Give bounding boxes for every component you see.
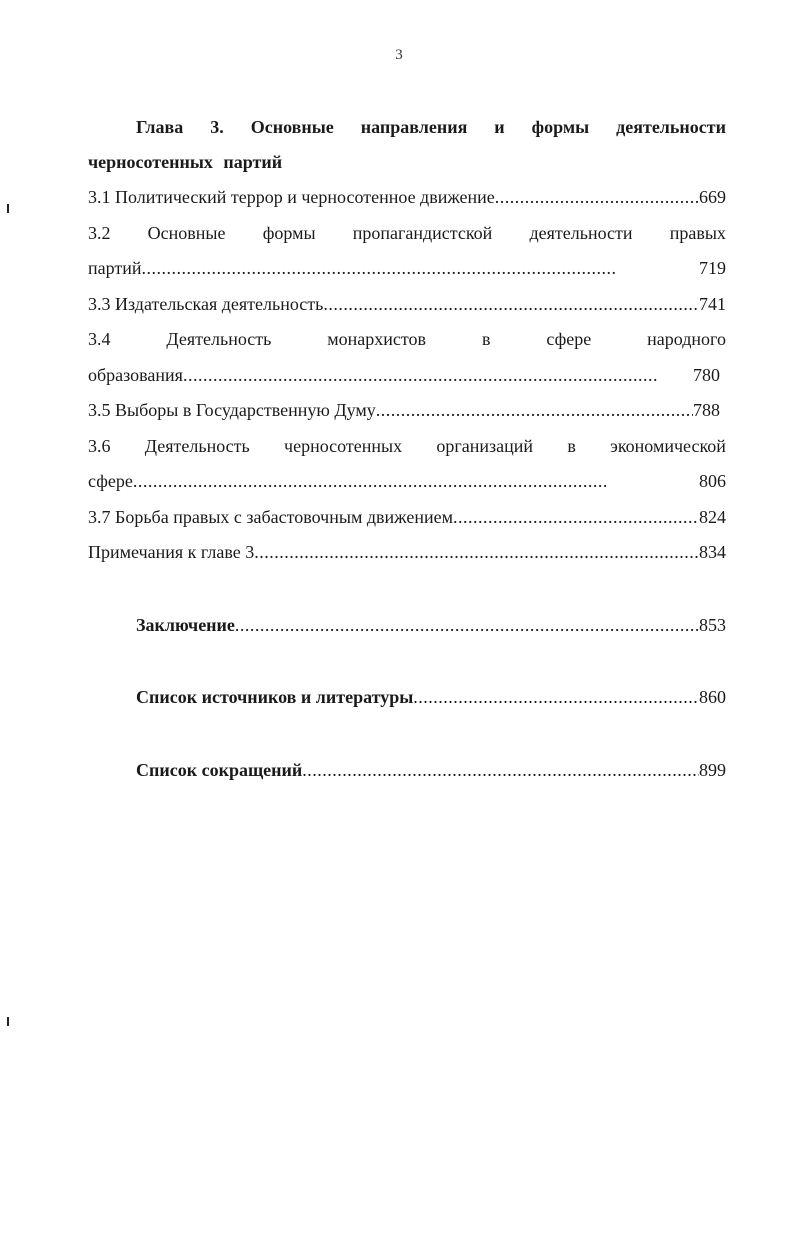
toc-entry-label: 3.5 Выборы в Государственную Думу xyxy=(88,400,376,420)
word: деятельности xyxy=(529,222,633,243)
page-number: 3 xyxy=(395,47,403,63)
toc-entry-label: 3.1 Политический террор и черносотенное движение xyxy=(88,187,495,207)
dot-leader xyxy=(254,535,699,571)
toc-entry-abbreviations[interactable] xyxy=(88,753,726,789)
toc-entry[interactable] xyxy=(88,393,726,429)
dot-leader xyxy=(453,500,699,536)
word: Деятельность xyxy=(166,329,272,349)
dot-leader xyxy=(323,287,699,323)
toc-entry-label: сфере xyxy=(88,471,133,491)
toc-entry-page: 788 xyxy=(693,400,720,420)
toc-entry[interactable] xyxy=(88,322,726,393)
dot-leader xyxy=(142,251,699,287)
word: в xyxy=(567,435,576,456)
word: правых xyxy=(669,222,726,243)
toc-entry[interactable] xyxy=(88,216,726,287)
toc-entry-first-line xyxy=(88,429,726,465)
word: организаций xyxy=(436,435,534,456)
dot-leader xyxy=(235,608,699,644)
toc-entry-label: партий xyxy=(88,258,142,278)
word: монархистов xyxy=(327,329,427,349)
word: формы xyxy=(262,222,316,243)
toc-entry-first-line xyxy=(88,216,726,252)
dot-leader xyxy=(495,180,699,216)
toc-entry-page: 719 xyxy=(699,258,726,278)
word: 3.4 xyxy=(88,329,111,349)
toc-entry-page: 780 xyxy=(693,364,720,385)
scan-mark-bottom xyxy=(7,1017,9,1026)
toc-entry-label: Примечания к главе 3 xyxy=(88,542,255,562)
dot-leader xyxy=(133,464,699,500)
toc-entry[interactable] xyxy=(88,287,726,323)
word: Деятельность xyxy=(144,435,250,456)
toc-entry-conclusion[interactable] xyxy=(88,608,726,644)
toc-entry-label: Список сокращений xyxy=(136,759,303,780)
table-of-contents xyxy=(88,110,726,788)
toc-entry-label: 3.3 Издательская деятельность xyxy=(88,293,324,314)
dot-leader xyxy=(302,753,699,789)
word: пропагандистской xyxy=(352,222,493,243)
word: сфере xyxy=(546,329,592,349)
word: 3.6 xyxy=(88,435,111,456)
toc-entry-page: 806 xyxy=(699,471,726,491)
dot-leader xyxy=(376,393,693,429)
chapter-title: Глава 3. Основные направления и формы деятельности черносотенных партий xyxy=(88,117,726,172)
dot-leader xyxy=(413,680,699,716)
toc-entry-label: Список источников и литературы xyxy=(136,687,414,707)
toc-entry-label: Заключение xyxy=(136,614,235,635)
toc-entry[interactable] xyxy=(88,429,726,500)
scan-mark-top xyxy=(7,204,9,213)
toc-entry[interactable] xyxy=(88,535,726,571)
toc-entry-first-line xyxy=(88,322,726,358)
toc-entry-page: 899 xyxy=(699,759,726,780)
toc-entry-page: 741 xyxy=(699,293,726,314)
word: экономической xyxy=(610,435,726,456)
word: народного xyxy=(647,329,726,349)
toc-entry-label: 3.7 Борьба правых с забастовочным движением xyxy=(88,506,453,527)
toc-entry[interactable] xyxy=(88,500,726,536)
word: в xyxy=(481,329,491,349)
toc-entry-page: 834 xyxy=(699,542,726,562)
toc-entry-page: 669 xyxy=(699,187,726,207)
toc-entry-label: образования xyxy=(88,364,183,385)
toc-entry-page: 853 xyxy=(699,614,726,635)
dot-leader xyxy=(183,358,693,394)
toc-entry-page: 860 xyxy=(699,687,726,707)
word: 3.2 xyxy=(88,222,111,243)
word: Основные xyxy=(147,222,226,243)
toc-entry[interactable] xyxy=(88,180,726,216)
toc-entry-page: 824 xyxy=(699,506,726,527)
toc-entry-sources[interactable] xyxy=(88,680,726,716)
word: черносотенных xyxy=(284,435,403,456)
